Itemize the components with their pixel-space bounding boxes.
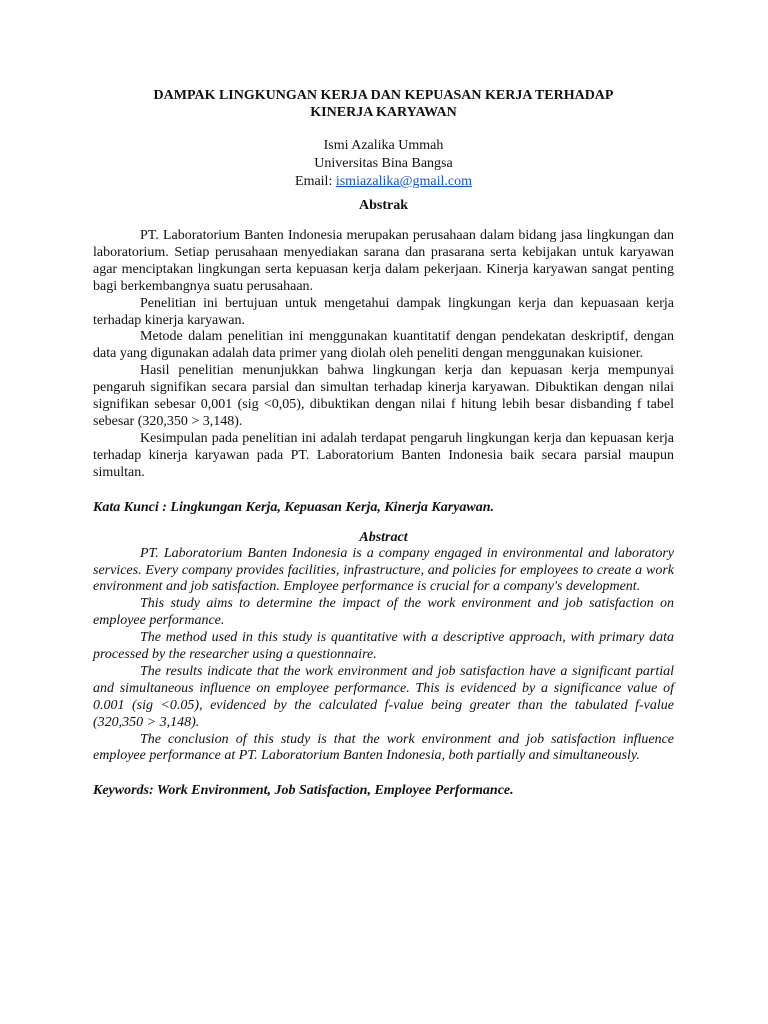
abstract-paragraph: This study aims to determine the impact of the work environment and job satisfaction on employee performance. bbox=[93, 596, 674, 629]
abstract-paragraph: The conclusion of this study is that the work environment and job satisfaction influence employee performance at PT. Laboratorium Banten Indonesia, both partially and simultaneously. bbox=[93, 731, 674, 764]
abstrak-paragraph: Penelitian ini bertujuan untuk mengetahui dampak lingkungan kerja dan kepuasaan kerja terhadap kinerja karyawan. bbox=[93, 295, 674, 328]
paper-title-line-2: KINERJA KARYAWAN bbox=[310, 105, 457, 120]
paper-title-line-1: DAMPAK LINGKUNGAN KERJA DAN KEPUASAN KERJA TERHADAP bbox=[153, 88, 614, 103]
abstract-heading: Abstract bbox=[359, 529, 408, 545]
abstract-paragraph: The method used in this study is quantitative with a descriptive approach, with primary data processed by the researcher using a questionnaire. bbox=[93, 630, 674, 663]
abstract-paragraph: PT. Laboratorium Banten Indonesia is a company engaged in environmental and laboratory services. Every company provides facilities, infrastructure, and policies for employees to create a work environment and job satisfaction. Employee performance is crucial for a company's development. bbox=[93, 545, 674, 595]
author-block bbox=[93, 137, 674, 191]
author-name: Ismi Azalika Ummah bbox=[323, 138, 444, 153]
abstrak-paragraph: PT. Laboratorium Banten Indonesia merupakan perusahaan dalam bidang jasa lingkungan dan laboratorium. Setiap perusahaan menyediakan sarana dan prasarana serta kebijakan untuk karyawan agar menciptakan lingkungan serta kepuasan kerja dalam pekerjaan. Kinerja karyawan sangat penting bagi berkembangnya suatu perusahaan. bbox=[93, 228, 674, 294]
author-affiliation: Universitas Bina Bangsa bbox=[314, 156, 453, 171]
author-email-line bbox=[93, 173, 674, 191]
kata-kunci: Kata Kunci : Lingkungan Kerja, Kepuasan Kerja, Kinerja Karyawan. bbox=[93, 499, 495, 515]
email-link[interactable]: ismiazalika@gmail.com bbox=[335, 174, 472, 189]
email-label: Email: bbox=[295, 174, 333, 189]
abstrak-paragraph: Kesimpulan pada penelitian ini adalah terdapat pengaruh lingkungan kerja dan kepuasan kerja terhadap kinerja karyawan pada PT. Laboratorium Banten Indonesia baik secara parsial maupun simultan. bbox=[93, 430, 674, 480]
abstrak-body bbox=[93, 228, 674, 482]
paper-title bbox=[93, 87, 674, 121]
abstrak-paragraph: Metode dalam penelitian ini menggunakan kuantitatif dengan pendekatan deskriptif, dengan data yang digunakan adalah data primer yang diolah oleh peneliti dengan menggunakan kuisioner. bbox=[93, 329, 674, 362]
abstrak-heading: Abstrak bbox=[358, 198, 408, 213]
abstract-paragraph: The results indicate that the work environment and job satisfaction have a significant partial and simultaneous influence on employee performance. This is evidenced by a significance value of 0.001 (sig <0.05), evidenced by the calculated f-value being greater than the tabulated f-value (320,350 > 3,148). bbox=[93, 663, 674, 730]
paper-page bbox=[93, 87, 674, 799]
abstract-body bbox=[93, 546, 674, 766]
abstrak-paragraph: Hasil penelitian menunjukkan bahwa lingkungan kerja dan kepuasan kerja mempunyai pengaruh signifikan secara parsial dan simultan terhadap kinerja karyawan. Dibuktikan dengan nilai signifikan sebesar 0,001 (sig <0,05), dibuktikan dengan nilai f hitung lebih besar disbanding f tabel sebesar (320,350 > 3,148). bbox=[93, 363, 674, 429]
keywords: Keywords: Work Environment, Job Satisfaction, Employee Performance. bbox=[93, 783, 514, 799]
